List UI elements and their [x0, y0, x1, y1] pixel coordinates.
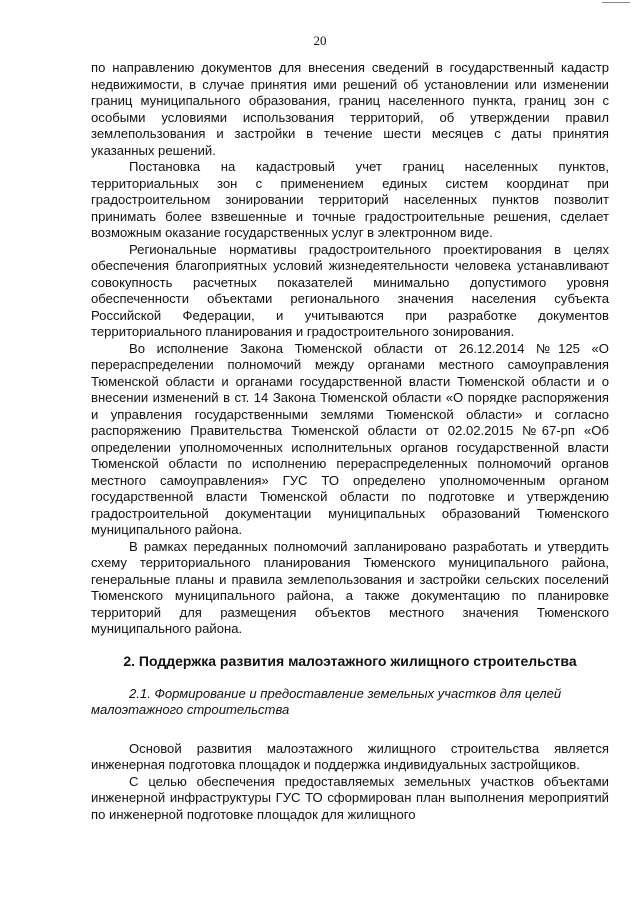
paragraph-2: Постановка на кадастровый учет границ населенных пунктов, территориальных зон с применением единых систем координат при градостроительном зонировании территорий населенных пунктов позволит принимать более взвешенные и точные градостроительные решения, сделает возможным оказание государственных услуг в электронном виде. [91, 159, 609, 240]
subsection-heading: 2.1. Формирование и предоставление земельных участков для целей малоэтажного строительства [91, 685, 562, 717]
paragraph-1: по направлению документов для внесения сведений в государственный кадастр недвижимости, в случае принятия ими решений об установлении или изменении границ муниципального образования, границ населенного пункта, границ зон с особыми условиями использования территорий, об утверждении правил землепользования и застройки в течение шести месяцев с даты принятия указанных решений. [91, 60, 609, 158]
paragraph-6: Основой развития малоэтажного жилищного строительства является инженерная подготовка площадок и поддержка индивидуальных застройщиков. [91, 740, 609, 772]
page-number: 20 [313, 33, 327, 48]
paragraph-3: Региональные нормативы градостроительного проектирования в целях обеспечения благоприятных условий жизнедеятельности человека устанавливают совокупность расчетных показателей минимально допустимого уровня обеспеченности объектами регионального значения населения субъекта Российской Федерации, и учитываются при разработке документов территориального планирования и градостроительного зонирования. [91, 241, 609, 339]
paragraph-5: В рамках переданных полномочий запланировано разработать и утвердить схему территориального планирования Тюменского муниципального района, генеральные планы и правила землепользования и застройки сельских поселений Тюменского муниципального района, а также документацию по планировке территорий для размещения объектов местного значения Тюменского муниципального района. [91, 538, 609, 636]
section-heading: 2. Поддержка развития малоэтажного жилищного строительства [123, 652, 577, 669]
paragraph-7: С целью обеспечения предоставляемых земельных участков объектами инженерной инфраструктуры ГУС ТО сформирован план выполнения мероприятий по инженерной подготовке площадок для жилищного [91, 773, 609, 822]
paragraph-4: Во исполнение Закона Тюменской области от 26.12.2014 №125 «О перераспределении полномочий между органами местного самоуправления Тюменской области и органами государственной власти Тюменской области и о внесении изменений в ст. 14 Закона Тюменской области «О порядке распоряжения и управления государственными землями Тюменской области» и согласно распоряжению Правительства Тюменской области от 02.02.2015 №67-рп «Об определении уполномоченных исполнительных органов государственной власти Тюменской области по исполнению перераспределенных полномочий органов местного самоуправления» ГУС ТО определено уполномоченным органом государственной власти Тюменской области по подготовке и утверждению градостроительной документации муниципальных образований Тюменского муниципального района. [91, 340, 609, 537]
scan-edge-line [602, 2, 630, 3]
document-body [91, 60, 609, 823]
